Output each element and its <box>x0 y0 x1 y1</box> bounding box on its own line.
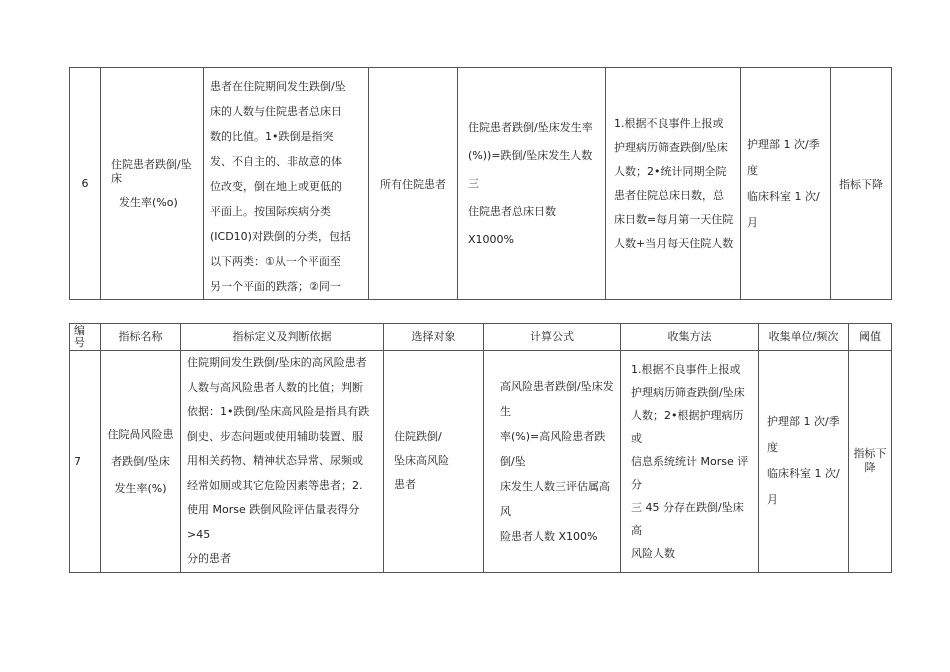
indicator-name: 住院患者跌倒/坠 床 发生率(%o) <box>101 68 204 300</box>
header-threshold: 阈值 <box>849 324 892 351</box>
indicator-table-part2 <box>69 323 892 573</box>
indicator-table-part1 <box>69 67 892 300</box>
table-row <box>70 351 892 573</box>
indicator-definition: 患者在住院期间发生跌倒/坠 床的人数与住院患者总床日 数的比值。1•跌倒是指突 发、不自主的、非故意的体 位改变，倒在地上或更低的 平面上。按国际疾病分类 (ICD10)对跌倒的分类，包括 以下两类：①从一个平面至 另一个平面的跌落；②同一 <box>204 68 369 300</box>
calculation-formula: 高风险患者跌倒/坠床发生 率(%)=高风险患者跌倒/坠 床发生人数三评估属高风 险患者人数 X100% <box>484 351 621 573</box>
threshold: 指标下降 <box>831 68 892 300</box>
collection-method: 1.根据不良事件上报或 护理病历筛查跌倒/坠床 人数；2•根据护理病历或 信息系统统计 Morse 评分 三 45 分存在跌倒/坠床高 风险人数 <box>621 351 759 573</box>
threshold: 指标下 降 <box>849 351 892 573</box>
indicator-name: 住院咼风险患 者跌倒/坠床 发生率(%) <box>101 351 181 573</box>
collection-method: 1.根据不良事件上报或 护理病历筛查跌倒/坠床 人数；2•统计同期全院 患者住院总床日数，总 床日数=每月第一天住院 人数+当月每天住院人数 <box>606 68 741 300</box>
selection-target: 所有住院患者 <box>369 68 458 300</box>
collection-unit-frequency: 护理部 1 次/季度 临床科室 1 次/月 <box>759 351 849 573</box>
table-header-row <box>70 324 892 351</box>
selection-target: 住院跌倒/ 坠床高风险 患者 <box>384 351 484 573</box>
header-number: 编 号 <box>70 324 101 351</box>
collection-unit-frequency: 护理部 1 次/季度 临床科室 1 次/月 <box>741 68 831 300</box>
row-number: 7 <box>70 351 101 573</box>
indicator-definition: 住院期间发生跌倒/坠床的高风险患者 人数与高风险患者人数的比值；判断 依据：1•跌倒/坠床高风险是指具有跌 倒史、步态问题或使用辅助装置、服 用相关药物、精神状态异常、尿频或 经常如厕或其它危险因素等患者；2. 使用 Morse 跌倒风险评估量表得分>45 分的患者 <box>181 351 384 573</box>
table-row <box>70 68 892 300</box>
header-method: 收集方法 <box>621 324 759 351</box>
header-formula: 计算公式 <box>484 324 621 351</box>
header-indicator-name: 指标名称 <box>101 324 181 351</box>
header-unit: 收集单位/频次 <box>759 324 849 351</box>
header-target: 选择对象 <box>384 324 484 351</box>
calculation-formula: 住院患者跌倒/坠床发生率 (%))=跌倒/坠床发生人数三 住院患者总床日数 X1000% <box>458 68 606 300</box>
header-definition: 指标定义及判断依据 <box>181 324 384 351</box>
row-number: 6 <box>70 68 101 300</box>
